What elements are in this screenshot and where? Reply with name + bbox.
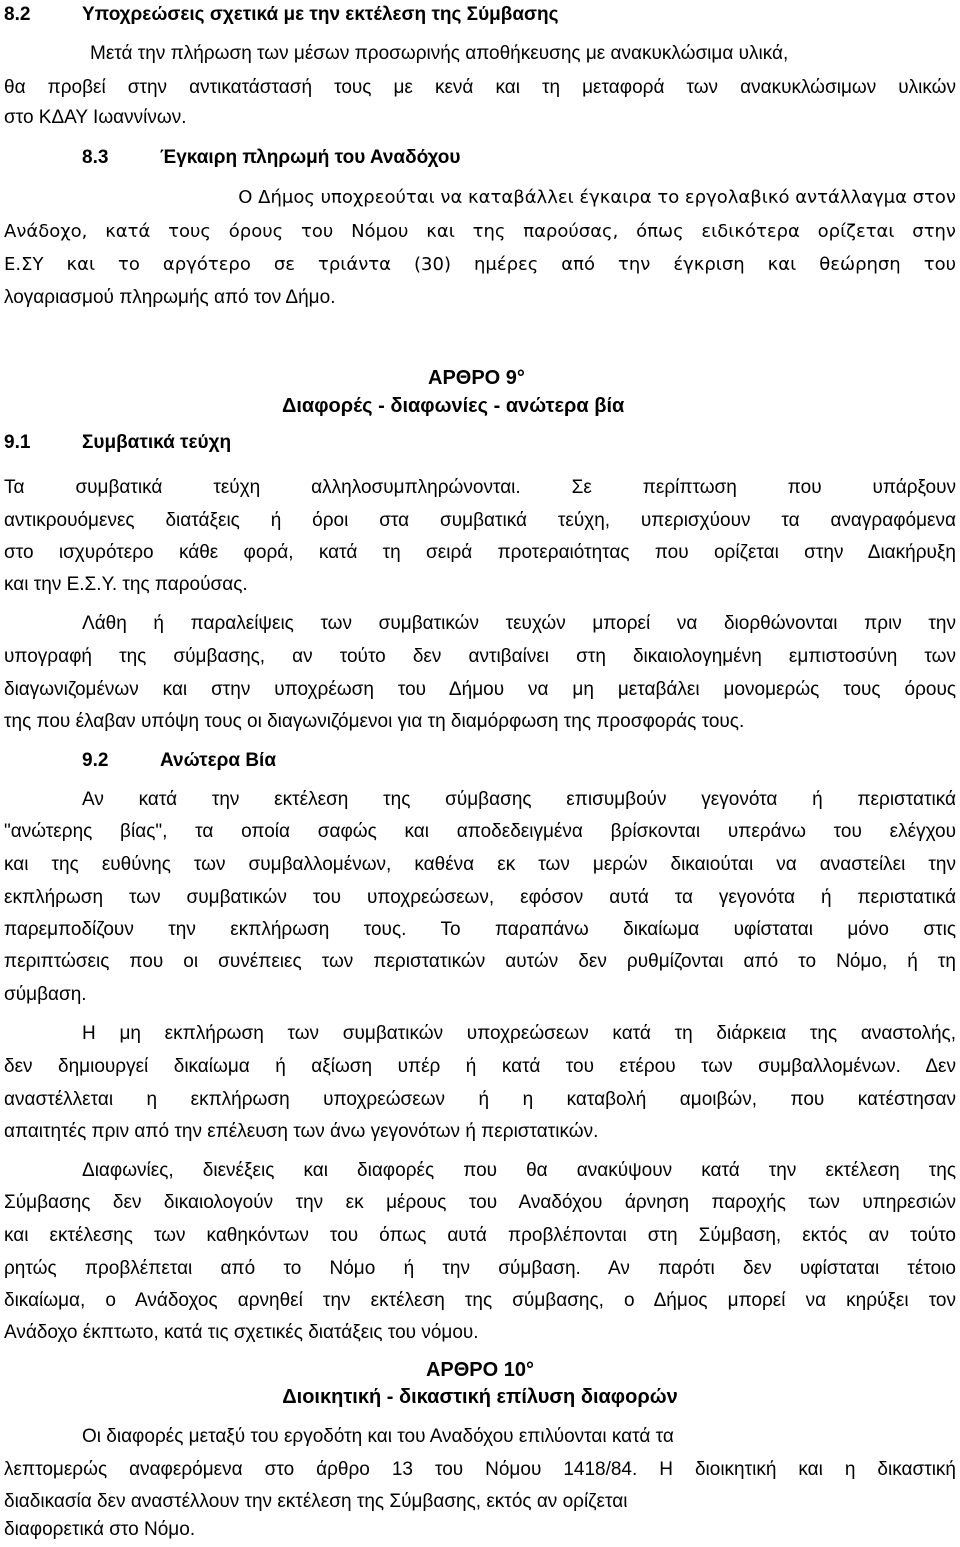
paragraph-line: της που έλαβαν υπόψη τους οι διαγωνιζόμενοι για τη διαμόρφωση της προσφοράς τους.: [4, 711, 745, 732]
article-10-heading: ΑΡΘΡΟ 10°: [425, 1359, 535, 1381]
paragraph-line: και εκτέλεσης των καθηκόντων του όπως αυτά προβλέπονται στη Σύμβαση, εκτός αν τούτο: [4, 1225, 956, 1246]
paragraph-line: Οι διαφορές μεταξύ του εργοδότη και του Αναδόχου επιλύονται κατά τα: [82, 1426, 674, 1447]
paragraph-line: παρεμποδίζουν την εκπλήρωση τους. Το παραπάνω δικαίωμα υφίσταται μόνο στις: [4, 919, 956, 940]
paragraph-line: και της ευθύνης των συμβαλλομένων, καθένα εκ των μερών δικαιούται να αναστείλει την: [4, 854, 956, 875]
paragraph-line: αντικρουόμενες διατάξεις ή όροι στα συμβατικά τεύχη, υπερισχύουν τα αναγραφόμενα: [4, 510, 956, 531]
section-8-3-heading: [82, 146, 460, 170]
section-title: Υποχρεώσεις σχετικά με την εκτέλεση της Σύμβασης: [82, 4, 559, 25]
paragraph-line: Μετά την πλήρωση των μέσων προσωρινής αποθήκευσης με ανακυκλώσιμα υλικά,: [90, 43, 789, 64]
paragraph-line: Ε.ΣΥ και το αργότερο σε τριάντα (30) ημέρες από την έγκριση και θεώρηση του: [4, 254, 956, 275]
article-9-heading: ΑΡΘΡΟ 9°: [428, 367, 525, 389]
paragraph-line: υπογραφή της σύμβασης, αν τούτο δεν αντιβαίνει στη δικαιολογημένη εμπιστοσύνη των: [4, 646, 956, 667]
paragraph-line: Ανάδοχο έκπτωτο, κατά τις σχετικές διατάξεις του νόμου.: [4, 1322, 479, 1343]
paragraph-line: λογαριασμού πληρωμής από τον Δήμο.: [4, 287, 336, 308]
paragraph-line: Ανάδοχο, κατά τους όρους του Νόμου και της παρούσας, όπως ειδικότερα ορίζεται στην: [4, 221, 956, 242]
paragraph-line: λεπτομερώς αναφερόμενα στο άρθρο 13 του Νόμου 1418/84. Η διοικητική και η δικαστική: [4, 1459, 956, 1480]
paragraph-line: θα προβεί στην αντικατάστασή τους με κενά και τη μεταφορά των ανακυκλώσιμων υλικών: [4, 77, 956, 98]
paragraph-line: περιπτώσεις που οι συνέπειες των περιστατικών αυτών δεν ρυθμίζονται από το Νόμο, ή τη: [4, 951, 956, 972]
section-number: 8.3: [82, 147, 109, 168]
section-9-1-heading: [4, 431, 231, 455]
paragraph-line: ρητώς προβλέπεται από το Νόμο ή την σύμβαση. Αν παρότι δεν υφίσταται τέτοιο: [4, 1258, 956, 1279]
section-8-2-heading: [4, 3, 559, 27]
paragraph-line: δικαίωμα, ο Ανάδοχος αρνηθεί την εκτέλεση της σύμβασης, ο Δήμος μπορεί να κηρύξει τον: [4, 1290, 956, 1311]
paragraph-line: δεν δημιουργεί δικαίωμα ή αξίωση υπέρ ή κατά του ετέρου των συμβαλλομένων. Δεν: [4, 1056, 956, 1077]
paragraph-line: Ο Δήμος υποχρεούται να καταβάλλει έγκαιρα το εργολαβικό αντάλλαγμα στον: [238, 187, 956, 208]
article-9-subtitle: Διαφορές - διαφωνίες - ανώτερα βία: [282, 395, 625, 417]
section-title: Συμβατικά τεύχη: [82, 432, 232, 453]
section-title: Ανώτερα Βία: [160, 750, 276, 771]
paragraph-line: στο ΚΔΑΥ Ιωαννίνων.: [4, 107, 187, 128]
paragraph-line: Διαφωνίες, διενέξεις και διαφορές που θα ανακύψουν κατά την εκτέλεση της: [82, 1160, 956, 1181]
paragraph-line: Σύμβασης δεν δικαιολογούν την εκ μέρους του Αναδόχου άρνηση παροχής των υπηρεσιών: [4, 1192, 956, 1213]
paragraph-line: διαφορετικά στο Νόμο.: [4, 1519, 196, 1540]
paragraph-line: Η μη εκπλήρωση των συμβατικών υποχρεώσεων κατά τη διάρκεια της αναστολής,: [82, 1023, 956, 1044]
paragraph-line: αναστέλλεται η εκπλήρωση υποχρεώσεων ή η καταβολή αμοιβών, που κατέστησαν: [4, 1089, 956, 1110]
section-9-2-heading: [82, 749, 276, 773]
paragraph-line: σύμβαση.: [4, 984, 87, 1005]
paragraph-line: στο ισχυρότερο κάθε φορά, κατά τη σειρά προτεραιότητας που ορίζεται στην Διακήρυξη: [4, 542, 956, 563]
article-10-subtitle: Διοικητική - δικαστική επίλυση διαφορών: [282, 1386, 678, 1408]
paragraph-line: Λάθη ή παραλείψεις των συμβατικών τευχών μπορεί να διορθώνονται πριν την: [82, 613, 956, 634]
paragraph-line: διαγωνιζομένων και στην υποχρέωση του Δήμου να μη μεταβάλει μονομερώς τους όρους: [4, 679, 956, 700]
section-title: Έγκαιρη πληρωμή του Αναδόχου: [160, 147, 461, 168]
paragraph-line: Αν κατά την εκτέλεση της σύμβασης επισυμβούν γεγονότα ή περιστατικά: [82, 789, 956, 810]
section-number: 8.2: [4, 4, 31, 25]
section-number: 9.2: [82, 750, 109, 771]
paragraph-line: διαδικασία δεν αναστέλλουν την εκτέλεση της Σύμβασης, εκτός αν ορίζεται: [4, 1491, 628, 1512]
section-number: 9.1: [4, 432, 31, 453]
paragraph-line: "ανώτερης βίας", τα οποία σαφώς και αποδεδειγμένα βρίσκονται υπεράνω του ελέγχου: [4, 821, 956, 842]
paragraph-line: απαιτητές πριν από την επέλευση των άνω γεγονότων ή περιστατικών.: [4, 1121, 599, 1142]
paragraph-line: εκπλήρωση των συμβατικών του υποχρεώσεων, εφόσον αυτά τα γεγονότα ή περιστατικά: [4, 887, 956, 908]
paragraph-line: και την Ε.Σ.Υ. της παρούσας.: [4, 574, 248, 595]
paragraph-line: Τα συμβατικά τεύχη αλληλοσυμπληρώνονται. Σε περίπτωση που υπάρξουν: [4, 477, 956, 498]
